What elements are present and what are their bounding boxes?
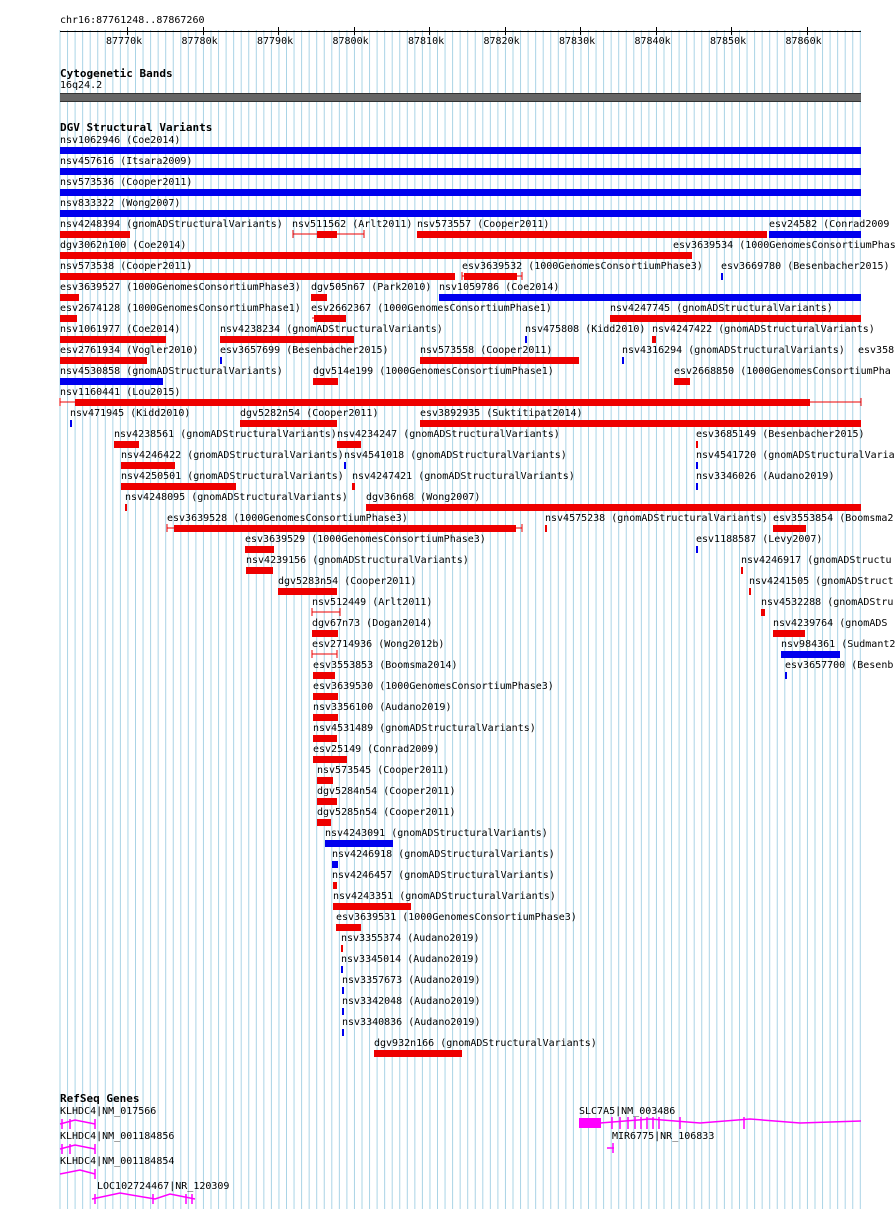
feature-label[interactable]: dgv36n68 (Wong2007): [366, 492, 481, 503]
feature-label[interactable]: esv2668850 (1000GenomesConsortiumPha: [674, 366, 891, 377]
feature-bar[interactable]: [761, 609, 765, 616]
feature-label[interactable]: nsv4247745 (gnomADStructuralVariants): [610, 303, 833, 314]
feature-label[interactable]: dgv932n166 (gnomADStructuralVariants): [374, 1038, 597, 1049]
feature-label[interactable]: nsv4243351 (gnomADStructuralVariants): [333, 891, 556, 902]
feature-bar[interactable]: [341, 945, 343, 952]
feature-label[interactable]: esv3639529 (1000GenomesConsortiumPhase3): [245, 534, 486, 545]
feature-label[interactable]: nsv833322 (Wong2007): [60, 198, 181, 209]
ruler-tick: [807, 27, 808, 35]
feature-bar[interactable]: [333, 903, 411, 910]
ruler-tick-label: 87840k: [634, 36, 671, 47]
feature-bar[interactable]: [333, 882, 337, 889]
feature-label[interactable]: nsv4532288 (gnomADStru: [761, 597, 894, 608]
feature-label[interactable]: dgv5282n54 (Cooper2011): [240, 408, 379, 419]
feature-bar[interactable]: [60, 231, 130, 238]
feature-bar[interactable]: [337, 441, 361, 448]
feature-bar[interactable]: [325, 840, 393, 847]
feature-label[interactable]: nsv4247422 (gnomADStructuralVariants): [652, 324, 875, 335]
feature-label[interactable]: nsv3355374 (Audano2019): [341, 933, 480, 944]
feature-bar[interactable]: [696, 462, 698, 469]
gene-label[interactable]: SLC7A5|NM_003486: [579, 1106, 676, 1117]
feature-label[interactable]: nsv1061977 (Coe2014): [60, 324, 181, 335]
feature-bar[interactable]: [313, 735, 337, 742]
feature-bar[interactable]: [785, 672, 787, 679]
feature-label[interactable]: esv3657700 (Besenb: [785, 660, 894, 671]
feature-bar[interactable]: [278, 588, 337, 595]
feature-bar[interactable]: [622, 357, 624, 364]
feature-label[interactable]: esv3685149 (Besenbacher2015): [696, 429, 865, 440]
feature-bar[interactable]: [545, 525, 547, 532]
feature-label[interactable]: nsv3357673 (Audano2019): [342, 975, 481, 986]
feature-bar[interactable]: [769, 231, 861, 238]
feature-bar[interactable]: [60, 210, 861, 217]
feature-bar[interactable]: [313, 378, 338, 385]
feature-bar[interactable]: [174, 525, 516, 532]
feature-label[interactable]: nsv573545 (Cooper2011): [317, 765, 450, 776]
feature-label[interactable]: nsv471945 (Kidd2010): [70, 408, 191, 419]
feature-bar[interactable]: [60, 273, 455, 280]
feature-label[interactable]: nsv3340836 (Audano2019): [342, 1017, 481, 1028]
feature-label[interactable]: nsv4531489 (gnomADStructuralVariants): [313, 723, 536, 734]
feature-label[interactable]: nsv984361 (Sudmant2: [781, 639, 896, 650]
ruler-tick-label: 87790k: [257, 36, 294, 47]
feature-bar[interactable]: [317, 777, 333, 784]
ruler-tick: [429, 27, 430, 35]
feature-bar[interactable]: [652, 336, 656, 343]
feature-label[interactable]: nsv4246422 (gnomADStructuralVariants): [121, 450, 344, 461]
feature-bar[interactable]: [114, 441, 139, 448]
feature-label[interactable]: nsv4246457 (gnomADStructuralVariants): [332, 870, 555, 881]
feature-label[interactable]: esv2761934 (Vogler2010): [60, 345, 199, 356]
feature-bar[interactable]: [60, 336, 166, 343]
feature-label[interactable]: esv3639534 (1000GenomesConsortiumPhas: [673, 240, 896, 251]
feature-label[interactable]: nsv4247421 (gnomADStructuralVariants): [352, 471, 575, 482]
feature-label[interactable]: nsv573536 (Cooper2011): [60, 177, 193, 188]
feature-bar[interactable]: [773, 630, 805, 637]
feature-bar[interactable]: [696, 483, 698, 490]
feature-bar[interactable]: [220, 336, 354, 343]
feature-label[interactable]: nsv3345014 (Audano2019): [341, 954, 480, 965]
feature-bar[interactable]: [317, 231, 337, 238]
ruler-tick-label: 87800k: [332, 36, 369, 47]
feature-bar[interactable]: [749, 588, 751, 595]
feature-bar[interactable]: [60, 168, 861, 175]
feature-label[interactable]: esv2662367 (1000GenomesConsortiumPhase1): [311, 303, 552, 314]
gene-label[interactable]: KLHDC4|NM_017566: [60, 1106, 157, 1117]
feature-label[interactable]: esv3657699 (Besenbacher2015): [220, 345, 389, 356]
ruler-tick: [656, 27, 657, 35]
feature-label[interactable]: dgv67n73 (Dogan2014): [312, 618, 433, 629]
feature-bar[interactable]: [313, 672, 335, 679]
feature-bar[interactable]: [125, 504, 127, 511]
feature-label[interactable]: nsv4530858 (gnomADStructuralVariants): [60, 366, 283, 377]
feature-bar[interactable]: [439, 294, 861, 301]
feature-label[interactable]: nsv4241505 (gnomADStruct: [749, 576, 894, 587]
ruler-tick-label: 87830k: [559, 36, 596, 47]
feature-label[interactable]: nsv4575238 (gnomADStructuralVariants): [545, 513, 768, 524]
feature-bar[interactable]: [525, 336, 527, 343]
feature-bar[interactable]: [60, 189, 861, 196]
gene-label[interactable]: LOC102724467|NR_120309: [97, 1181, 230, 1192]
feature-label[interactable]: esv1188587 (Levy2007): [696, 534, 823, 545]
feature-label[interactable]: nsv457616 (Itsara2009): [60, 156, 193, 167]
feature-label[interactable]: esv3553854 (Boomsma2: [773, 513, 894, 524]
feature-label[interactable]: nsv4316294 (gnomADStructuralVariants): [622, 345, 845, 356]
ruler-tick: [354, 27, 355, 35]
feature-label[interactable]: nsv4246917 (gnomADStructu: [741, 555, 892, 566]
feature-label[interactable]: esv2674128 (1000GenomesConsortiumPhase1): [60, 303, 301, 314]
feature-label[interactable]: esv3553853 (Boomsma2014): [313, 660, 458, 671]
feature-bar[interactable]: [696, 441, 698, 448]
feature-bar[interactable]: [352, 483, 355, 490]
feature-bar[interactable]: [332, 861, 338, 868]
feature-bar[interactable]: [741, 567, 743, 574]
feature-bar[interactable]: [313, 756, 347, 763]
feature-bar[interactable]: [674, 378, 690, 385]
position-label: chr16:87761248..87867260: [60, 15, 205, 26]
feature-label[interactable]: nsv4248394 (gnomADStructuralVariants): [60, 219, 283, 230]
feature-bar[interactable]: [311, 294, 327, 301]
feature-label[interactable]: esv3892935 (Suktitipat2014): [420, 408, 583, 419]
feature-bar[interactable]: [341, 966, 343, 973]
feature-label[interactable]: nsv3346026 (Audano2019): [696, 471, 835, 482]
cyto-band[interactable]: [60, 93, 861, 102]
feature-label[interactable]: dgv514e199 (1000GenomesConsortiumPhase1): [313, 366, 554, 377]
ruler-tick: [203, 27, 204, 35]
feature-label[interactable]: esv25149 (Conrad2009): [313, 744, 440, 755]
feature-label[interactable]: esv24582 (Conrad2009: [769, 219, 890, 230]
feature-bar[interactable]: [342, 1008, 344, 1015]
gene-label[interactable]: KLHDC4|NM_001184854: [60, 1156, 175, 1167]
feature-bar[interactable]: [312, 630, 338, 637]
feature-label[interactable]: esv3639530 (1000GenomesConsortiumPhase3): [313, 681, 554, 692]
feature-bar[interactable]: [317, 819, 331, 826]
feature-bar[interactable]: [246, 567, 273, 574]
feature-bar[interactable]: [60, 315, 77, 322]
feature-label[interactable]: dgv5285n54 (Cooper2011): [317, 807, 456, 818]
feature-bar[interactable]: [420, 357, 579, 364]
dgv-track-title[interactable]: DGV Structural Variants: [60, 121, 213, 134]
feature-label[interactable]: nsv511562 (Arlt2011): [292, 219, 413, 230]
feature-label[interactable]: esv358: [858, 345, 895, 356]
feature-label[interactable]: nsv475808 (Kidd2010): [525, 324, 646, 335]
feature-label[interactable]: nsv3356100 (Audano2019): [313, 702, 452, 713]
feature-label[interactable]: dgv505n67 (Park2010): [311, 282, 432, 293]
feature-bar[interactable]: [314, 315, 346, 322]
feature-label[interactable]: esv3639528 (1000GenomesConsortiumPhase3): [167, 513, 408, 524]
feature-label[interactable]: nsv4541018 (gnomADStructuralVariants): [344, 450, 567, 461]
feature-label[interactable]: nsv4234247 (gnomADStructuralVariants): [337, 429, 560, 440]
feature-bar[interactable]: [342, 987, 344, 994]
ruler-tick-label: 87810k: [408, 36, 445, 47]
feature-label[interactable]: nsv4248095 (gnomADStructuralVariants): [125, 492, 348, 503]
feature-bar[interactable]: [60, 357, 147, 364]
feature-label[interactable]: esv3669780 (Besenbacher2015): [721, 261, 890, 272]
feature-bar[interactable]: [610, 315, 861, 322]
feature-label[interactable]: nsv573538 (Cooper2011): [60, 261, 193, 272]
ruler-tick: [505, 27, 506, 35]
feature-bar[interactable]: [75, 399, 810, 406]
feature-label[interactable]: nsv1062946 (Coe2014): [60, 135, 181, 146]
ruler-tick-label: 87770k: [106, 36, 143, 47]
feature-label[interactable]: nsv573557 (Cooper2011): [417, 219, 550, 230]
feature-label[interactable]: nsv1160441 (Lou2015): [60, 387, 181, 398]
feature-bar[interactable]: [317, 798, 337, 805]
feature-bar[interactable]: [773, 525, 806, 532]
feature-label[interactable]: nsv4541720 (gnomADStructuralVaria: [696, 450, 895, 461]
feature-label[interactable]: esv3639531 (1000GenomesConsortiumPhase3): [336, 912, 577, 923]
feature-label[interactable]: nsv3342048 (Audano2019): [342, 996, 481, 1007]
feature-label[interactable]: nsv4238561 (gnomADStructuralVariants): [114, 429, 337, 440]
feature-bar[interactable]: [60, 378, 163, 385]
feature-bar[interactable]: [220, 357, 222, 364]
cyto-band-label: 16q24.2: [60, 80, 103, 91]
feature-label[interactable]: nsv4239764 (gnomADS: [773, 618, 888, 629]
feature-label[interactable]: nsv4239156 (gnomADStructuralVariants): [246, 555, 469, 566]
cyto-track-title[interactable]: Cytogenetic Bands: [60, 67, 173, 80]
feature-bar[interactable]: [696, 546, 698, 553]
gene-label[interactable]: KLHDC4|NM_001184856: [60, 1131, 175, 1142]
feature-label[interactable]: nsv4246918 (gnomADStructuralVariants): [332, 849, 555, 860]
feature-label[interactable]: dgv5283n54 (Cooper2011): [278, 576, 417, 587]
feature-label[interactable]: nsv573558 (Cooper2011): [420, 345, 553, 356]
ruler-tick: [127, 27, 128, 35]
feature-bar[interactable]: [240, 420, 337, 427]
ruler-axis: [60, 31, 861, 32]
ruler-tick: [580, 27, 581, 35]
feature-bar[interactable]: [60, 252, 692, 259]
ruler-tick-label: 87820k: [483, 36, 520, 47]
ruler-tick-label: 87860k: [785, 36, 822, 47]
feature-bar[interactable]: [721, 273, 723, 280]
feature-bar[interactable]: [344, 462, 346, 469]
feature-bar[interactable]: [342, 1029, 344, 1036]
feature-label[interactable]: nsv4238234 (gnomADStructuralVariants): [220, 324, 443, 335]
feature-bar[interactable]: [420, 420, 861, 427]
feature-bar[interactable]: [245, 546, 274, 553]
feature-bar[interactable]: [60, 147, 861, 154]
ruler-tick-label: 87780k: [181, 36, 218, 47]
feature-bar[interactable]: [464, 273, 517, 280]
ruler-tick: [278, 27, 279, 35]
feature-label[interactable]: nsv4243091 (gnomADStructuralVariants): [325, 828, 548, 839]
ruler-tick: [731, 27, 732, 35]
feature-label[interactable]: nsv512449 (Arlt2011): [312, 597, 433, 608]
feature-label[interactable]: esv2714936 (Wong2012b): [312, 639, 445, 650]
feature-bar[interactable]: [366, 504, 861, 511]
feature-bar[interactable]: [781, 651, 840, 658]
feature-label[interactable]: nsv4250501 (gnomADStructuralVariants): [121, 471, 344, 482]
feature-bar[interactable]: [417, 231, 767, 238]
feature-label[interactable]: dgv3062n100 (Coe2014): [60, 240, 187, 251]
feature-bar[interactable]: [374, 1050, 462, 1057]
feature-bar[interactable]: [70, 420, 72, 427]
feature-bar[interactable]: [121, 483, 236, 490]
feature-bar[interactable]: [336, 924, 361, 931]
feature-bar[interactable]: [313, 714, 338, 721]
feature-bar[interactable]: [60, 294, 79, 301]
gene-label[interactable]: MIR6775|NR_106833: [612, 1131, 715, 1142]
feature-bar[interactable]: [121, 462, 175, 469]
feature-label[interactable]: nsv1059786 (Coe2014): [439, 282, 560, 293]
feature-label[interactable]: dgv5284n54 (Cooper2011): [317, 786, 456, 797]
refseq-track-title[interactable]: RefSeq Genes: [60, 1092, 140, 1105]
ruler-tick-label: 87850k: [710, 36, 747, 47]
feature-label[interactable]: esv3639527 (1000GenomesConsortiumPhase3): [60, 282, 301, 293]
feature-label[interactable]: esv3639532 (1000GenomesConsortiumPhase3): [462, 261, 703, 272]
feature-bar[interactable]: [313, 693, 338, 700]
